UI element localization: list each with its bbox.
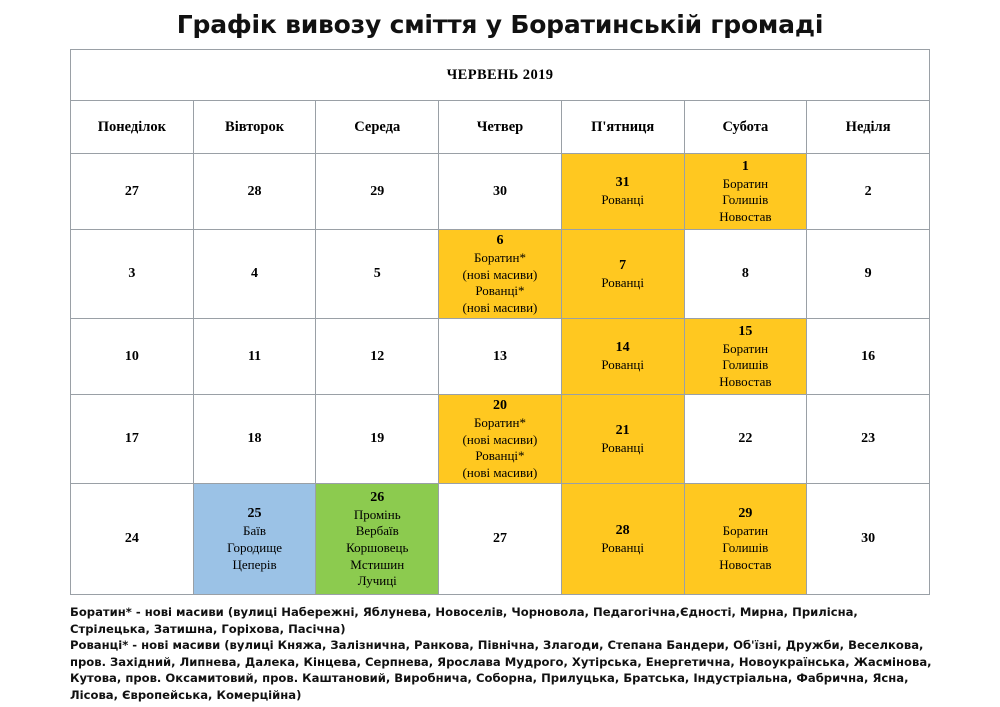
- location-line: Голишів: [722, 192, 769, 208]
- day-number: 31: [615, 175, 630, 191]
- day-cell[interactable]: [193, 319, 316, 395]
- day-cell[interactable]: [807, 484, 930, 595]
- weekday-header-4: П'ятниця: [561, 101, 684, 154]
- day-locations: [685, 523, 807, 573]
- location-line: Рованці: [601, 357, 644, 373]
- day-number: 28: [615, 522, 630, 538]
- footnote-2: Рованці* - нові масиви (вулиці Княжа, Залізнична, Ранкова, Північна, Злагоди, Степана Бандери, Об'їзні, Дружби, Веселкова, пров. Західний, Липнева, Далека, Кінцева, Серпнева, Ярослава Мудрого, Хутірська, Енергетична, Новоукраїнська, Жасмінова, Кутова, пров. Оксамитовий, пров. Каштановий, Виробнича, Соборна, Прилуцька, Братська, Індустріальна, Фабрична, Ясна, Лісова, Європейська, Комерційна): [70, 638, 932, 702]
- calendar-week-row: [71, 395, 930, 484]
- location-line: Боратин*: [473, 249, 526, 265]
- day-number: 30: [861, 531, 876, 547]
- day-number: 4: [251, 266, 259, 282]
- day-cell[interactable]: [807, 154, 930, 230]
- location-line: Баїв: [243, 523, 267, 539]
- calendar-week-row: [71, 484, 930, 595]
- location-line: Рованці: [601, 439, 644, 455]
- day-cell[interactable]: [684, 484, 807, 595]
- day-cell[interactable]: [439, 230, 562, 319]
- day-cell[interactable]: [316, 395, 439, 484]
- day-number: 24: [124, 531, 139, 547]
- day-number: 8: [741, 266, 749, 282]
- day-number: 6: [496, 233, 504, 249]
- day-cell[interactable]: [807, 319, 930, 395]
- location-line: Промінь: [353, 506, 401, 522]
- day-locations: [562, 192, 684, 209]
- day-locations: [562, 357, 684, 374]
- location-line: Вербаїв: [355, 523, 399, 539]
- day-locations: [562, 540, 684, 557]
- calendar-table: [70, 49, 930, 595]
- calendar-week-row: [71, 154, 930, 230]
- day-cell[interactable]: [71, 395, 194, 484]
- day-cell[interactable]: [684, 319, 807, 395]
- day-cell[interactable]: [684, 395, 807, 484]
- day-cell[interactable]: [561, 230, 684, 319]
- location-line: Боратин*: [473, 414, 526, 430]
- footnote-1: Боратин* - нові масиви (вулиці Набережні, Яблунева, Новоселів, Чорновола, Педагогічна,Єдності, Мирна, Прилісна, Стрілецька, Затишна, Горіхова, Пасічна): [70, 605, 858, 636]
- day-cell[interactable]: [316, 484, 439, 595]
- weekday-header-3: Четвер: [439, 101, 562, 154]
- day-number: 26: [370, 489, 385, 505]
- location-line: (нові масиви): [462, 431, 538, 447]
- day-number: 17: [124, 431, 139, 447]
- location-line: Новостав: [719, 209, 772, 225]
- location-line: Рованці: [601, 274, 644, 290]
- day-cell[interactable]: [316, 319, 439, 395]
- location-line: Цеперів: [232, 556, 277, 572]
- day-number: 20: [492, 398, 507, 414]
- day-number: 1: [741, 158, 749, 174]
- day-number: 23: [861, 431, 876, 447]
- day-locations: [685, 176, 807, 226]
- location-line: Рованці*: [475, 283, 525, 299]
- location-line: Мстишин: [350, 556, 405, 572]
- day-cell[interactable]: [439, 319, 562, 395]
- day-cell[interactable]: [193, 484, 316, 595]
- day-cell[interactable]: [71, 154, 194, 230]
- location-line: Боратин: [722, 340, 769, 356]
- day-number: 22: [738, 431, 753, 447]
- location-line: Городище: [227, 539, 282, 555]
- location-line: Голишів: [722, 539, 769, 555]
- location-line: Рованці: [601, 192, 644, 208]
- location-line: Коршовець: [346, 539, 409, 555]
- day-locations: [439, 415, 561, 482]
- day-locations: [439, 250, 561, 317]
- day-number: 10: [124, 348, 139, 364]
- day-number: 27: [492, 531, 507, 547]
- day-cell[interactable]: [193, 154, 316, 230]
- month-label: ЧЕРВЕНЬ 2019: [71, 50, 930, 101]
- day-number: 7: [619, 257, 627, 273]
- day-number: 13: [492, 348, 507, 364]
- day-number: 28: [247, 183, 262, 199]
- weekday-header-1: Вівторок: [193, 101, 316, 154]
- day-number: 18: [247, 431, 262, 447]
- weekday-header-5: Субота: [684, 101, 807, 154]
- day-cell[interactable]: [193, 395, 316, 484]
- day-number: 11: [247, 348, 262, 364]
- day-locations: [316, 507, 438, 590]
- day-cell[interactable]: [193, 230, 316, 319]
- location-line: Голишів: [722, 357, 769, 373]
- day-cell[interactable]: [684, 154, 807, 230]
- day-cell[interactable]: [439, 395, 562, 484]
- location-line: Боратин: [722, 523, 769, 539]
- day-cell[interactable]: [316, 230, 439, 319]
- location-line: Лучиці: [357, 573, 397, 589]
- day-cell[interactable]: [684, 230, 807, 319]
- location-line: (нові масиви): [462, 464, 538, 480]
- day-cell[interactable]: [561, 395, 684, 484]
- weekday-header-0: Понеділок: [71, 101, 194, 154]
- location-line: Боратин: [722, 175, 769, 191]
- day-number: 12: [370, 348, 385, 364]
- day-number: 2: [864, 183, 872, 199]
- day-number: 27: [124, 183, 139, 199]
- day-number: 14: [615, 340, 630, 356]
- day-number: 29: [370, 183, 385, 199]
- day-locations: [194, 523, 316, 573]
- day-number: 9: [864, 266, 872, 282]
- day-number: 5: [373, 266, 381, 282]
- calendar-week-row: [71, 230, 930, 319]
- day-cell[interactable]: [71, 230, 194, 319]
- location-line: (нові масиви): [462, 299, 538, 315]
- day-number: 30: [492, 183, 507, 199]
- calendar-container: [70, 49, 930, 595]
- calendar-body: [71, 50, 930, 595]
- day-cell[interactable]: [807, 395, 930, 484]
- footnotes: [70, 604, 938, 703]
- day-cell[interactable]: [439, 154, 562, 230]
- location-line: Новостав: [719, 556, 772, 572]
- day-locations: [685, 341, 807, 391]
- day-number: 29: [738, 506, 753, 522]
- day-number: 16: [861, 348, 876, 364]
- day-locations: [562, 440, 684, 457]
- day-cell[interactable]: [316, 154, 439, 230]
- weekday-header-row: [71, 101, 930, 154]
- day-cell[interactable]: [807, 230, 930, 319]
- day-cell[interactable]: [561, 484, 684, 595]
- location-line: Рованці*: [475, 448, 525, 464]
- day-cell[interactable]: [439, 484, 562, 595]
- month-header-row: [71, 50, 930, 101]
- day-cell[interactable]: [561, 319, 684, 395]
- location-line: (нові масиви): [462, 266, 538, 282]
- weekday-header-6: Неділя: [807, 101, 930, 154]
- location-line: Рованці: [601, 539, 644, 555]
- day-cell[interactable]: [561, 154, 684, 230]
- day-number: 3: [128, 266, 136, 282]
- day-number: 21: [615, 422, 630, 438]
- day-cell[interactable]: [71, 319, 194, 395]
- day-number: 25: [247, 506, 262, 522]
- day-number: 19: [370, 431, 385, 447]
- page-title: Графік вивозу сміття у Боратинській громаді: [176, 10, 824, 39]
- day-locations: [562, 275, 684, 292]
- location-line: Новостав: [719, 374, 772, 390]
- weekday-header-2: Середа: [316, 101, 439, 154]
- calendar-week-row: [71, 319, 930, 395]
- day-number: 15: [738, 323, 753, 339]
- day-cell[interactable]: [71, 484, 194, 595]
